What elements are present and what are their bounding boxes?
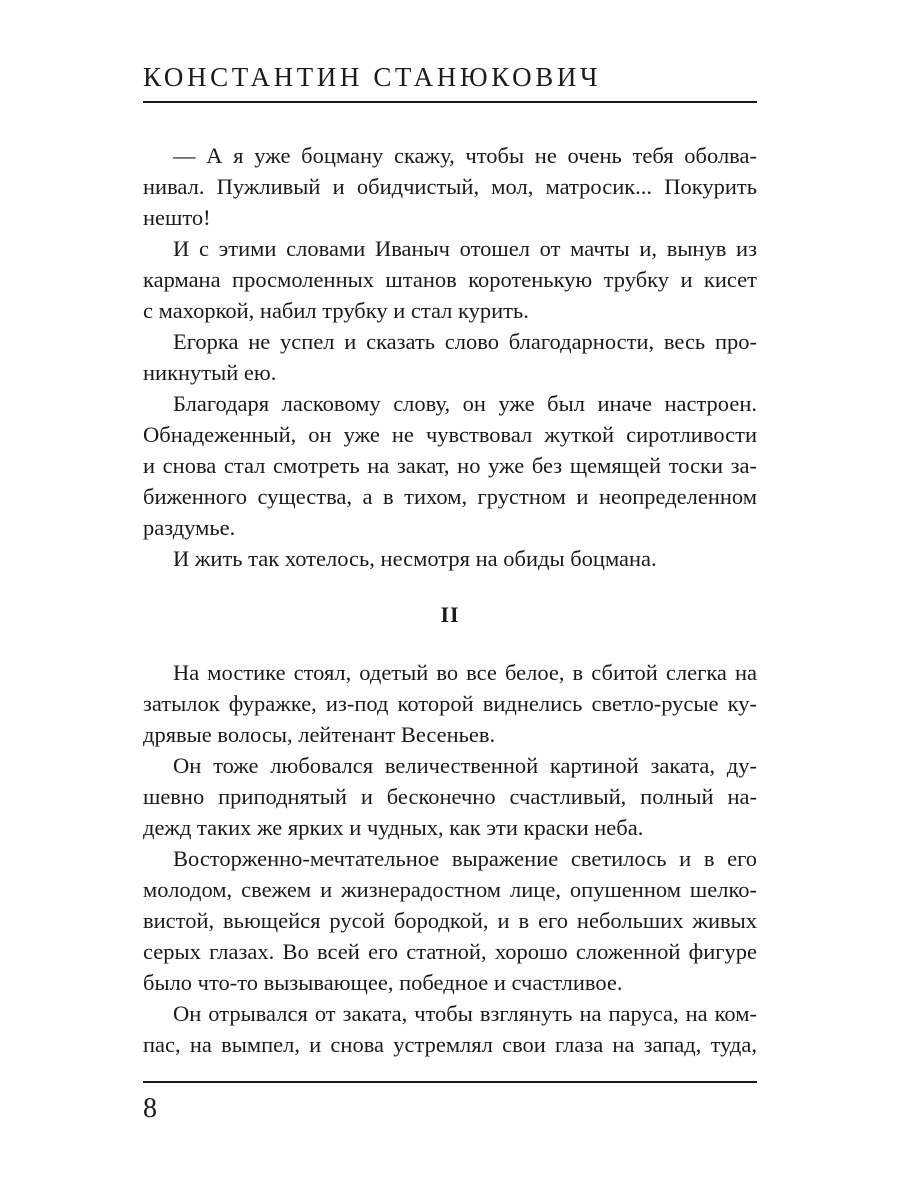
- page-number: 8: [143, 1093, 157, 1124]
- text-line: нивал. Пужливый и обидчистый, мол, матросик... Покурить: [143, 174, 757, 199]
- text-line: Егорка не успел и сказать слово благодарности, весь про-: [173, 329, 757, 354]
- text-line: Восторженно-мечтательное выражение светилось и в его: [173, 846, 757, 871]
- text-line: дрявые волосы, лейтенант Весеньев.: [143, 722, 496, 747]
- text-line: раздумье.: [143, 515, 236, 540]
- text-line: нешто!: [143, 205, 211, 230]
- text-line: молодом, свежем и жизнерадостном лице, опушенном шелко-: [143, 877, 757, 902]
- text-line: серых глазах. Во всей его статной, хорошо сложенной фигуре: [143, 939, 757, 964]
- text-line: — А я уже боцману скажу, чтобы не очень тебя оболва-: [173, 143, 757, 168]
- text-line: Он тоже любовался величественной картиной заката, ду-: [173, 753, 757, 778]
- text-line: На мостике стоял, одетый во все белое, в сбитой слегка на: [173, 660, 757, 685]
- text-line: И жить так хотелось, несмотря на обиды боцмана.: [173, 546, 657, 571]
- text-section-1: [143, 140, 757, 574]
- text-line: Благодаря ласковому слову, он уже был иначе настроен.: [173, 391, 757, 416]
- text-line: и снова стал смотреть на закат, но уже без щемящей тоски за-: [143, 453, 757, 478]
- text-section-2: [143, 657, 757, 1060]
- text-line: пас, на вымпел, и снова устремлял свои глаза на запад, туда,: [143, 1032, 757, 1057]
- header-rule: [143, 101, 757, 103]
- text-line: Он отрывался от заката, чтобы взглянуть на паруса, на ком-: [173, 1001, 757, 1026]
- text-line: кармана просмоленных штанов коротенькую трубку и кисет: [143, 267, 757, 292]
- text-line: затылок фуражке, из-под которой виднелись светло-русые ку-: [143, 691, 757, 716]
- text-line: никнутый ею.: [143, 360, 277, 385]
- chapter-number: II: [440, 602, 460, 627]
- text-line: биженного существа, а в тихом, грустном и неопределенном: [143, 484, 757, 509]
- running-head-author: КОНСТАНТИН СТАНЮКОВИЧ: [143, 62, 602, 92]
- text-line: дежд таких же ярких и чудных, как эти краски неба.: [143, 815, 644, 840]
- text-line: И с этими словами Иваныч отошел от мачты и, вынув из: [173, 236, 757, 261]
- text-line: с махоркой, набил трубку и стал курить.: [143, 298, 529, 323]
- text-line: шевно приподнятый и бесконечно счастливый, полный на-: [143, 784, 757, 809]
- footer-rule: [143, 1081, 757, 1083]
- text-line: Обнадеженный, он уже не чувствовал жуткой сиротливости: [143, 422, 757, 447]
- text-line: вистой, вьющейся русой бородкой, и в его небольших живых: [143, 908, 757, 933]
- text-line: было что-то вызывающее, победное и счастливое.: [143, 970, 623, 995]
